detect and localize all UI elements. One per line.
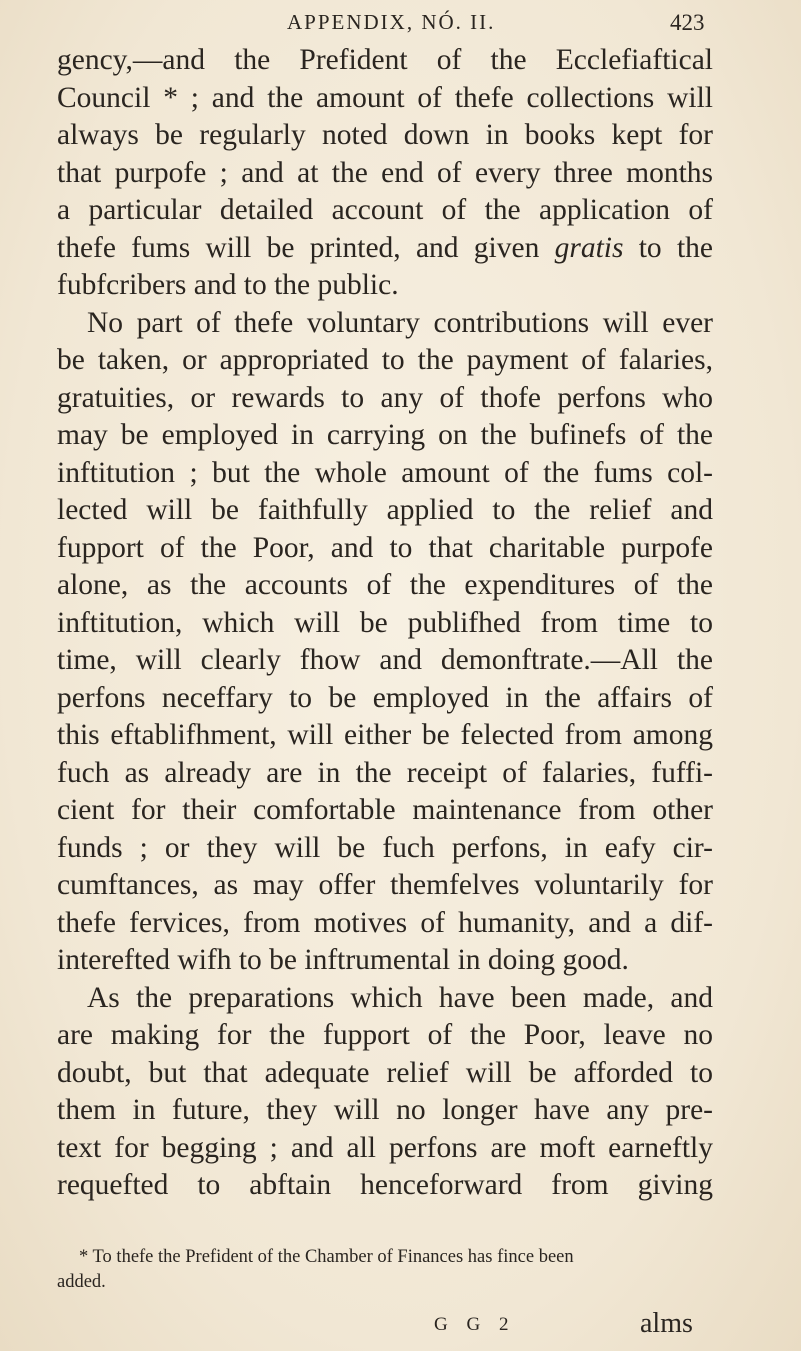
text-line: them in future, they will no longer have any pre- [57, 1094, 713, 1126]
footnote-line: * To thefe the Prefident of the Chamber of Finances has fince been [79, 1247, 574, 1267]
text-line: are making for the fupport of the Poor, leave no [57, 1019, 713, 1051]
text-line: requefted to abftain henceforward from giving [57, 1169, 713, 1201]
text-segment: to the [623, 231, 713, 264]
text-line: funds ; or they will be fuch perfons, in eafy cir- [57, 831, 713, 864]
footnote [57, 1245, 717, 1295]
text-line: alone, as the accounts of the expenditures of the [57, 569, 713, 601]
text-line-with-italic [57, 230, 713, 268]
text-line: fuch as already are in the receipt of falaries, fuffi- [57, 756, 713, 789]
text-line: a particular detailed account of the application of [57, 194, 713, 226]
text-line: gency,—and the Prefident of the Ecclefiaftical [57, 44, 713, 76]
footnote-line: added. [57, 1272, 106, 1292]
text-line: lected will be faithfully applied to the relief and [57, 494, 713, 526]
text-line: thefe fervices, from motives of humanity, and a dif- [57, 906, 713, 939]
paragraph-start-line: No part of thefe voluntary contributions will ever [87, 306, 713, 339]
page-header [0, 6, 801, 40]
signature-mark: G G 2 [434, 1314, 516, 1335]
text-line: that purpofe ; and at the end of every three months [57, 156, 713, 189]
catchword: alms [640, 1308, 693, 1339]
text-line: interefted wifh to be inftrumental in doing good. [57, 944, 629, 976]
text-line: be taken, or appropriated to the payment of falaries, [57, 344, 713, 376]
text-line: fupport of the Poor, and to that charitable purpofe [57, 531, 713, 564]
text-line: doubt, but that adequate relief will be afforded to [57, 1056, 713, 1089]
text-segment: thefe fums will be printed, and given [57, 231, 555, 264]
text-line: text for begging ; and all perfons are moft earneftly [57, 1131, 713, 1164]
page-footer [0, 1308, 801, 1342]
italic-gratis: gratis [554, 231, 624, 264]
text-line: perfons neceffary to be employed in the affairs of [57, 681, 713, 714]
text-line: cient for their comfortable maintenance from other [57, 794, 713, 826]
text-line: may be employed in carrying on the bufinefs of the [57, 419, 713, 451]
text-line: Council * ; and the amount of thefe collections will [57, 81, 713, 114]
running-head: APPENDIX, NÓ. II. [287, 10, 496, 34]
text-line: cumftances, as may offer themfelves voluntarily for [57, 869, 713, 901]
text-line: inftitution ; but the whole amount of the fums col- [57, 456, 713, 489]
text-line: fubfcribers and to the public. [57, 269, 399, 301]
body-text [57, 42, 713, 1205]
text-line: inftitution, which will be publifhed from time to [57, 606, 713, 639]
text-line: time, will clearly fhow and demonftrate.—All the [57, 644, 713, 676]
page-number: 423 [670, 10, 705, 35]
text-line: gratuities, or rewards to any of thofe perfons who [57, 381, 713, 414]
text-line: always be regularly noted down in books kept for [57, 119, 713, 151]
text-line: this eftablifhment, will either be felected from among [57, 719, 713, 751]
paragraph-start-line: As the preparations which have been made, and [87, 981, 713, 1014]
